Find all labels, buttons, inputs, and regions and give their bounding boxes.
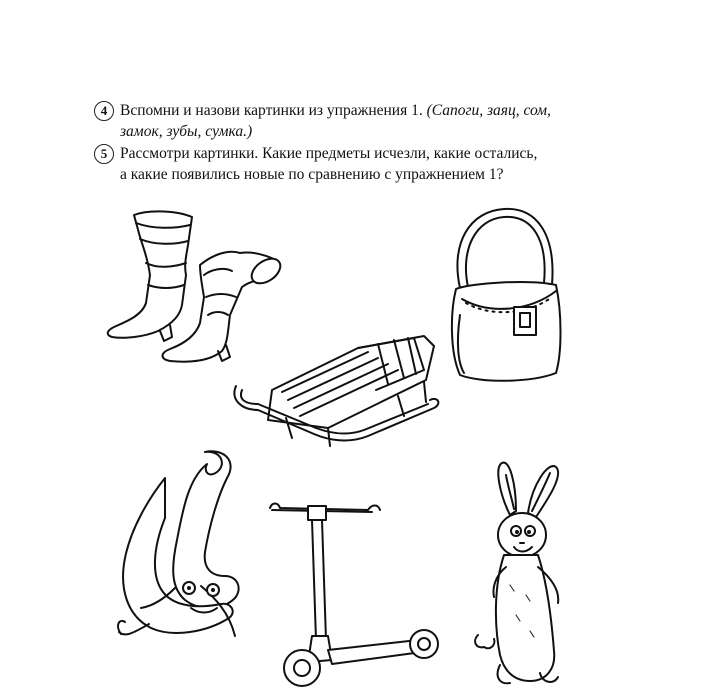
exercise-4-instruction: Вспомни и назови картинки из упражнения 1.: [120, 102, 423, 119]
exercise-number-4: 4: [94, 101, 114, 121]
sled-icon: [228, 330, 443, 455]
catfish-icon: [105, 448, 255, 643]
handbag-picture: [440, 203, 570, 388]
hare-picture: [470, 455, 580, 690]
sled-picture: [228, 330, 443, 455]
exercise-5-line2: а какие появились новые по сравнению с упражнением 1?: [120, 166, 504, 183]
exercise-5: [94, 143, 594, 185]
exercise-5-line1: Рассмотри картинки. Какие предметы исчезли, какие остались,: [120, 145, 538, 162]
exercise-4-hint-line1: (Сапоги, заяц, сом,: [426, 102, 551, 119]
exercise-4-text: [120, 100, 594, 142]
handbag-icon: [440, 203, 570, 388]
exercise-5-text: [120, 143, 594, 185]
hare-icon: [470, 455, 580, 690]
scooter-icon: [268, 500, 448, 690]
catfish-picture: [105, 448, 255, 643]
exercise-4: [94, 100, 594, 142]
exercise-4-hint-line2: замок, зубы, сумка.): [120, 123, 253, 140]
exercise-number-5: 5: [94, 144, 114, 164]
scooter-picture: [268, 500, 448, 690]
